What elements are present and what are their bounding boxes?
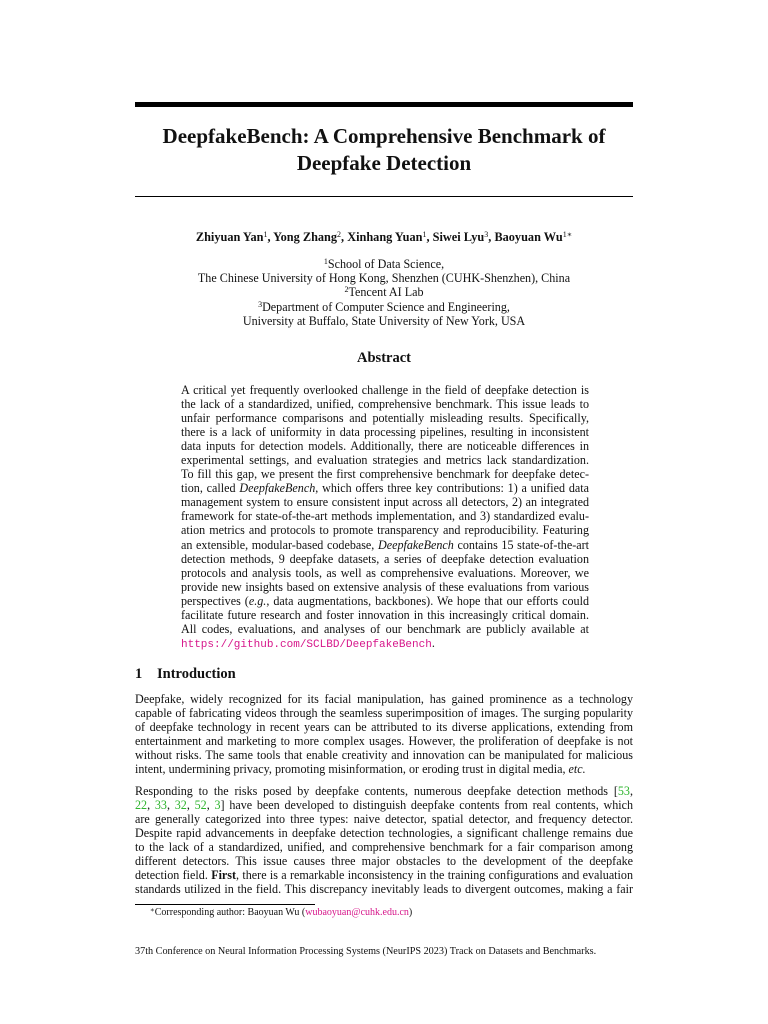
paragraph-line: experimental settings, and evaluation strategies and metrics lack standardization. xyxy=(181,453,589,468)
citation-link[interactable]: 3 xyxy=(214,798,221,813)
paragraph-line: All codes, evaluations, and analyses of our benchmark are publicly available at xyxy=(181,621,589,636)
section-heading xyxy=(135,666,236,683)
affil-text: Department of Computer Science and Engineering, xyxy=(262,299,510,314)
citation-link[interactable]: 33 xyxy=(154,798,167,813)
footnote-rule xyxy=(135,904,315,905)
abstract-end-punct: . xyxy=(431,635,435,650)
citation-link[interactable]: 53 xyxy=(617,784,630,798)
line-text: Responding to the risks posed by deepfake contents, numerous deepfake detection methods [ xyxy=(135,784,618,798)
paragraph-line: management system to ensure consistent input across all detectors, 2) an integrated xyxy=(181,495,589,510)
code-link[interactable]: https://github.com/SCLBD/DeepfakeBench xyxy=(181,638,432,651)
paragraph-line: intent, undermining privacy, promoting misinformation, or eroding trust in digital media, etc. xyxy=(135,762,586,777)
paragraph-line: perspectives (e.g., data augmentations, backbones). We hope that our efforts could xyxy=(181,593,589,608)
intro-paragraph-1 xyxy=(135,692,633,776)
author-name: Baoyuan Wu xyxy=(494,230,563,244)
citation-link[interactable]: 22 xyxy=(135,798,148,813)
paper-title xyxy=(120,123,648,177)
section-number: 1 xyxy=(135,666,143,682)
paragraph-line: the lack of a standardized, unified, comprehensive benchmark. This issue leads to xyxy=(181,397,589,412)
paragraph-line: there is a lack of uniformity in data processing pipelines, resulting in inconsistent xyxy=(181,425,589,440)
paragraph-line: A critical yet frequently overlooked challenge in the field of deepfake detection is xyxy=(181,383,589,397)
title-line-1: DeepfakeBench: A Comprehensive Benchmark of xyxy=(162,124,606,148)
author-name: Siwei Lyu xyxy=(432,230,485,244)
abstract-last-line xyxy=(181,636,589,652)
emphasis-first: First xyxy=(211,868,237,883)
paragraph-line: unfair performance comparisons and potentially misleading results. Specifically, xyxy=(181,411,589,426)
author-affil-mark: 1 xyxy=(263,230,268,239)
affiliation-1-line-2: The Chinese University of Hong Kong, Shenzhen (CUHK-Shenzhen), China xyxy=(197,271,571,286)
line-text: , xyxy=(629,784,633,798)
affiliation-3 xyxy=(100,300,668,314)
citation-link[interactable]: 52 xyxy=(194,798,207,813)
conference-note: 37th Conference on Neural Information Processing Systems (NeurIPS 2023) Track on Datasets and Benchmarks. xyxy=(135,946,597,957)
affil-text: School of Data Science, xyxy=(327,257,445,271)
author-name: Yong Zhang xyxy=(273,230,338,244)
author-list: Zhiyuan Yan$^1$, Yong Zhang$^2$, Xinhang Yuan$^1$, Siwei Lyu$^3$, Baoyuan $Wu^{1∗}$ xyxy=(195,230,573,244)
abstract-heading: Abstract xyxy=(357,350,411,366)
paragraph-lines xyxy=(135,812,633,868)
paragraph-line: data inputs for detection models. Additionally, there are noticeable differences in xyxy=(181,439,589,454)
paragraph-line xyxy=(135,868,633,882)
citation-link[interactable]: 32 xyxy=(174,798,187,813)
paragraph-line: standards utilized in the field. This discrepancy inevitably leads to divergent outcomes, making a fair xyxy=(135,882,633,897)
paragraph-line: framework for state-of-the-art methods implementation, and 3) standardized evalu- xyxy=(181,509,589,524)
title-bottom-rule xyxy=(135,196,633,197)
footnote xyxy=(150,907,412,918)
paragraph-line: an extensible, modular-based codebase, DeepfakeBench contains 15 state-of-the-art xyxy=(181,537,589,552)
paragraph-line: without risks. The same tools that enable creativity and innovation can be manipulated for malicious xyxy=(135,748,633,763)
paragraph-line: facilitate future research and foster innovation in this increasingly critical domain. xyxy=(181,607,589,622)
affiliation-3-line-2: University at Buffalo, State University of New York, USA xyxy=(242,313,526,328)
paragraph-line: entertainment and marketing to more complex usages. However, the proliferation of deepfake is not xyxy=(135,734,633,749)
paragraph-line: different detectors. This issue causes three major obstacles to the development of the deepfake xyxy=(135,854,633,869)
paragraph-line xyxy=(135,784,633,798)
author-name: Xinhang Yuan xyxy=(347,230,423,244)
footnote-mark: ∗ xyxy=(150,906,155,914)
paragraph-line: capable of fabricating videos through the seamless superimposition of images. The surging popularity xyxy=(135,706,633,721)
author-name: Zhiyuan Yan xyxy=(195,230,264,244)
affil-text: Tencent AI Lab xyxy=(348,285,424,300)
affiliation-2 xyxy=(100,285,668,299)
author-affil-mark: 1 xyxy=(422,230,427,239)
line-text: ] have been developed to distinguish deepfake contents from real contents, which xyxy=(220,798,634,813)
affil-mark: 2 xyxy=(344,285,349,295)
section-title: Introduction xyxy=(157,666,236,682)
intro-paragraph-2 xyxy=(135,784,633,896)
paragraph-line: of deepfake technology in recent years can be attributed to its diverse applications, extending from xyxy=(135,720,633,735)
author-affil-mark: 3 xyxy=(484,230,489,239)
author-affil-mark: 2 xyxy=(337,230,342,239)
abstract-body xyxy=(181,383,589,652)
affiliations xyxy=(100,257,668,328)
affil-mark: 1 xyxy=(323,257,328,266)
paragraph-line: 22, 33, 32, 52, 3] have been developed to distinguish deepfake contents from real contents, which xyxy=(135,798,634,813)
author-affil-mark: 1∗ xyxy=(562,230,573,239)
email-link[interactable]: wubaoyuan@cuhk.edu.cn xyxy=(305,907,409,918)
paragraph-line: Deepfake, widely recognized for its facial manipulation, has gained prominence as a technology xyxy=(135,692,633,706)
paragraph-line: are generally categorized into three types: naive detector, spatial detector, and frequency detector. xyxy=(135,812,633,827)
paragraph-line: detection methods, 9 deepfake datasets, a series of deepfake detection evaluation xyxy=(181,551,589,566)
paragraph-line: protocols and analysis tools, as well as comprehensive evaluations. Moreover, we xyxy=(181,565,589,580)
title-line-2: Deepfake Detection xyxy=(296,151,472,175)
line-text: detection field. xyxy=(135,868,208,883)
affil-mark: 3 xyxy=(258,299,263,309)
footnote-text: Corresponding author: Baoyuan Wu ( xyxy=(154,907,306,918)
paragraph-line: Despite rapid advancements in deepfake detection technologies, a significant challenge remains due xyxy=(135,826,633,841)
footnote-end: ) xyxy=(408,907,413,918)
paragraph-line: provide new insights based on extensive analysis of these evaluations from various xyxy=(181,579,589,594)
abstract-lines xyxy=(181,383,589,636)
title-top-rule xyxy=(135,102,633,107)
paragraph-line: tion, called DeepfakeBench, which offers three key contributions: 1) a unified data xyxy=(181,481,589,496)
paragraph-line: To fill this gap, we present the first comprehensive benchmark for deepfake detec- xyxy=(181,467,589,482)
affiliation-1 xyxy=(100,257,668,271)
paragraph-line: ation metrics and protocols to promote transparency and reproducibility. Featuring xyxy=(181,523,589,538)
line-text: , there is a remarkable inconsistency in the training configurations and evaluation xyxy=(236,868,633,883)
paragraph-line: to the lack of a standardized, unified, and comprehensive benchmark for a fair comparison among xyxy=(135,840,633,855)
